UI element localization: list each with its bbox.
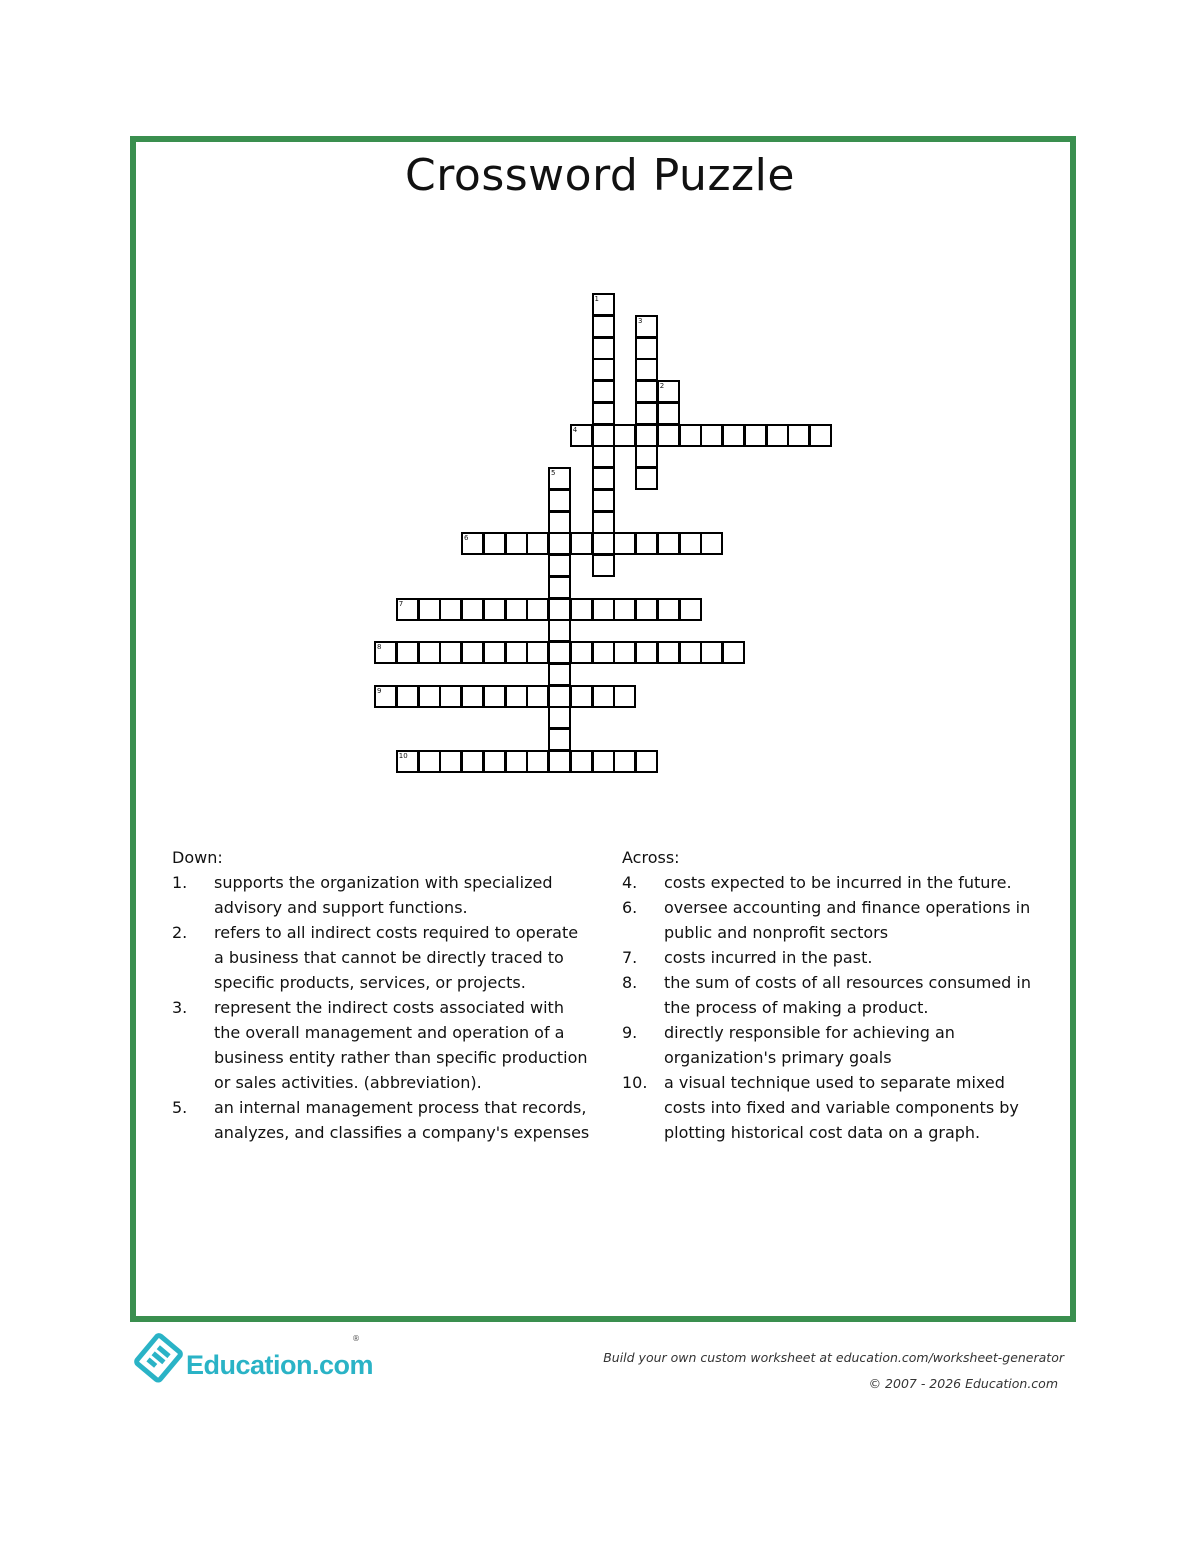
crossword-cell[interactable] xyxy=(592,598,615,621)
clue-text: the sum of costs of all resources consumed in the process of making a product. xyxy=(664,973,1031,1017)
crossword-cell[interactable] xyxy=(657,402,680,425)
cell-number: 9 xyxy=(377,686,382,695)
crossword-cell[interactable] xyxy=(679,424,702,447)
crossword-cell[interactable] xyxy=(592,554,615,577)
crossword-cell[interactable] xyxy=(505,532,528,555)
crossword-cell[interactable] xyxy=(548,576,571,599)
down-clue xyxy=(172,920,592,995)
crossword-cell[interactable] xyxy=(461,641,484,664)
crossword-cell[interactable] xyxy=(526,598,549,621)
cell-number: 8 xyxy=(377,643,382,651)
clue-number: 6. xyxy=(622,898,638,917)
down-clues xyxy=(172,845,592,1145)
clue-text: costs incurred in the past. xyxy=(664,948,873,967)
copyright-text: © 2007 - 2026 Education.com xyxy=(868,1376,1058,1391)
crossword-cell[interactable] xyxy=(657,532,680,555)
across-clue xyxy=(622,870,1047,895)
across-clue xyxy=(622,1020,1047,1070)
crossword-cell[interactable] xyxy=(657,641,680,664)
crossword-cell[interactable] xyxy=(679,641,702,664)
cell-number: 4 xyxy=(572,425,578,434)
clue-number: 1. xyxy=(172,873,188,892)
clue-text: costs expected to be incurred in the future. xyxy=(664,873,1012,892)
crossword-cell[interactable] xyxy=(635,598,658,621)
crossword-cell[interactable] xyxy=(570,598,593,621)
crossword-cell[interactable] xyxy=(526,532,549,555)
crossword-cell[interactable] xyxy=(548,489,571,512)
across-clue xyxy=(622,970,1047,1020)
clue-number: 5. xyxy=(172,1098,188,1117)
cell-number: 3 xyxy=(638,316,643,325)
crossword-cell[interactable] xyxy=(461,750,484,773)
crossword-cell[interactable] xyxy=(700,424,723,447)
crossword-cell[interactable] xyxy=(592,489,615,512)
crossword-cell[interactable] xyxy=(679,532,702,555)
clue-number: 4. xyxy=(622,873,638,892)
down-clue xyxy=(172,870,592,920)
crossword-cell[interactable] xyxy=(635,532,658,555)
crossword-cell[interactable] xyxy=(809,424,832,447)
crossword-cell[interactable] xyxy=(570,424,593,447)
crossword-cell[interactable] xyxy=(613,532,636,555)
crossword-cell[interactable] xyxy=(613,598,636,621)
crossword-cell[interactable] xyxy=(548,685,571,708)
cell-number: 5 xyxy=(551,469,556,477)
across-heading: Across: xyxy=(622,848,680,867)
crossword-cell[interactable] xyxy=(592,641,615,664)
clue-text: a visual technique used to separate mixed costs into fixed and variable components by plotting historical cost data on a graph. xyxy=(664,1073,1019,1142)
crossword-cell[interactable] xyxy=(592,685,615,708)
clue-text: oversee accounting and finance operations in public and nonprofit sectors xyxy=(664,898,1031,942)
crossword-cell[interactable] xyxy=(461,532,484,555)
clue-number: 7. xyxy=(622,948,638,967)
crossword-cell[interactable] xyxy=(700,641,723,664)
down-clue xyxy=(172,1095,592,1145)
cell-number: 1 xyxy=(594,295,599,303)
clue-number: 9. xyxy=(622,1023,638,1042)
crossword-cell[interactable] xyxy=(613,750,636,773)
down-clue xyxy=(172,995,592,1095)
crossword-cell[interactable] xyxy=(613,424,636,447)
crossword-cell[interactable] xyxy=(548,750,571,773)
crossword-cell[interactable] xyxy=(505,641,528,664)
crossword-cell[interactable] xyxy=(548,532,571,555)
crossword-cell[interactable] xyxy=(505,598,528,621)
crossword-cell[interactable] xyxy=(483,685,506,708)
crossword-cell[interactable] xyxy=(635,337,658,360)
crossword-cell[interactable] xyxy=(592,750,615,773)
crossword-cell[interactable] xyxy=(548,619,571,642)
crossword-cell[interactable] xyxy=(483,532,506,555)
crossword-cell[interactable] xyxy=(483,641,506,664)
crossword-cell[interactable] xyxy=(526,685,549,708)
registered-mark: ® xyxy=(352,1334,360,1343)
across-clue xyxy=(622,895,1047,945)
crossword-cell[interactable] xyxy=(570,641,593,664)
crossword-cell[interactable] xyxy=(657,598,680,621)
crossword-cell[interactable] xyxy=(592,532,615,555)
crossword-cell[interactable] xyxy=(592,337,615,360)
across-clues xyxy=(622,845,1047,1145)
crossword-cell[interactable] xyxy=(570,532,593,555)
crossword-cell[interactable] xyxy=(439,598,462,621)
across-clue xyxy=(622,1070,1047,1145)
crossword-cell[interactable] xyxy=(548,706,571,729)
crossword-cell[interactable] xyxy=(548,598,571,621)
clue-number: 2. xyxy=(172,923,188,942)
crossword-cell[interactable] xyxy=(570,685,593,708)
crossword-cell[interactable] xyxy=(700,532,723,555)
cell-number: 6 xyxy=(464,534,469,543)
crossword-cell[interactable] xyxy=(418,641,441,664)
crossword-cell[interactable] xyxy=(396,750,419,773)
crossword-cell[interactable] xyxy=(483,598,506,621)
crossword-cell[interactable] xyxy=(439,641,462,664)
crossword-cell[interactable] xyxy=(592,315,615,338)
crossword-cell[interactable] xyxy=(592,402,615,425)
crossword-cell[interactable] xyxy=(657,380,680,403)
crossword-cell[interactable] xyxy=(635,380,658,403)
crossword-cell[interactable] xyxy=(548,641,571,664)
page-title: Crossword Puzzle xyxy=(405,150,795,201)
crossword-cell[interactable] xyxy=(592,380,615,403)
crossword-cell[interactable] xyxy=(722,641,745,664)
crossword-cell[interactable] xyxy=(635,402,658,425)
crossword-cell[interactable] xyxy=(418,750,441,773)
clue-text: directly responsible for achieving an organization's primary goals xyxy=(664,1023,955,1067)
crossword-cell[interactable] xyxy=(613,641,636,664)
crossword-cell[interactable] xyxy=(635,358,658,381)
crossword-cell[interactable] xyxy=(548,728,571,751)
crossword-cell[interactable] xyxy=(374,641,397,664)
crossword-cell[interactable] xyxy=(592,511,615,534)
cell-number: 7 xyxy=(398,599,404,608)
crossword-cell[interactable] xyxy=(679,598,702,621)
crossword-cell[interactable] xyxy=(439,685,462,708)
clue-text: represent the indirect costs associated with the overall management and operation of a business entity rather than specific production or sales activities. (abbreviation). xyxy=(214,998,588,1092)
worksheet-generator-text: Build your own custom worksheet at education.com/worksheet-generator xyxy=(603,1350,1064,1365)
brand-name[interactable]: Education.com xyxy=(186,1350,374,1380)
crossword-cell[interactable] xyxy=(548,663,571,686)
crossword-cell[interactable] xyxy=(548,511,571,534)
crossword-cell[interactable] xyxy=(657,424,680,447)
crossword-cell[interactable] xyxy=(526,750,549,773)
crossword-cell[interactable] xyxy=(635,641,658,664)
crossword-cell[interactable] xyxy=(505,685,528,708)
crossword-cell[interactable] xyxy=(722,424,745,447)
crossword-cell[interactable] xyxy=(418,685,441,708)
crossword-cell[interactable] xyxy=(592,467,615,490)
crossword-cell[interactable] xyxy=(483,750,506,773)
clue-number: 10. xyxy=(622,1073,648,1092)
crossword-cell[interactable] xyxy=(635,315,658,338)
cell-number: 10 xyxy=(398,751,408,760)
crossword-cell[interactable] xyxy=(635,467,658,490)
crossword-cell[interactable] xyxy=(744,424,767,447)
crossword-cell[interactable] xyxy=(526,641,549,664)
crossword-cell[interactable] xyxy=(787,424,810,447)
crossword-cell[interactable] xyxy=(592,358,615,381)
down-heading: Down: xyxy=(172,848,223,867)
crossword-cell[interactable] xyxy=(548,554,571,577)
crossword-cell[interactable] xyxy=(635,445,658,468)
across-clue xyxy=(622,945,1047,970)
crossword-cell[interactable] xyxy=(396,685,419,708)
crossword-cell[interactable] xyxy=(592,293,615,316)
clue-number: 8. xyxy=(622,973,638,992)
crossword-cell[interactable] xyxy=(418,598,441,621)
crossword-cell[interactable] xyxy=(374,685,397,708)
crossword-cell[interactable] xyxy=(461,685,484,708)
crossword-cell[interactable] xyxy=(396,641,419,664)
clue-text: supports the organization with specialized advisory and support functions. xyxy=(214,873,553,917)
crossword-cell[interactable] xyxy=(613,685,636,708)
crossword-cell[interactable] xyxy=(439,750,462,773)
crossword-cell[interactable] xyxy=(592,445,615,468)
crossword-cell[interactable] xyxy=(505,750,528,773)
crossword-cell[interactable] xyxy=(548,467,571,490)
clue-text: an internal management process that records, analyzes, and classifies a company's expenses xyxy=(214,1098,590,1142)
crossword-cell[interactable] xyxy=(461,598,484,621)
crossword-cell[interactable] xyxy=(635,424,658,447)
crossword-cell[interactable] xyxy=(592,424,615,447)
cell-number: 2 xyxy=(659,382,665,390)
crossword-cell[interactable] xyxy=(396,598,419,621)
crossword-cell[interactable] xyxy=(635,750,658,773)
clue-text: refers to all indirect costs required to operate a business that cannot be directly traced to specific products, services, or projects. xyxy=(214,923,579,992)
crossword-cell[interactable] xyxy=(766,424,789,447)
clue-number: 3. xyxy=(172,998,188,1017)
crossword-cell[interactable] xyxy=(570,750,593,773)
